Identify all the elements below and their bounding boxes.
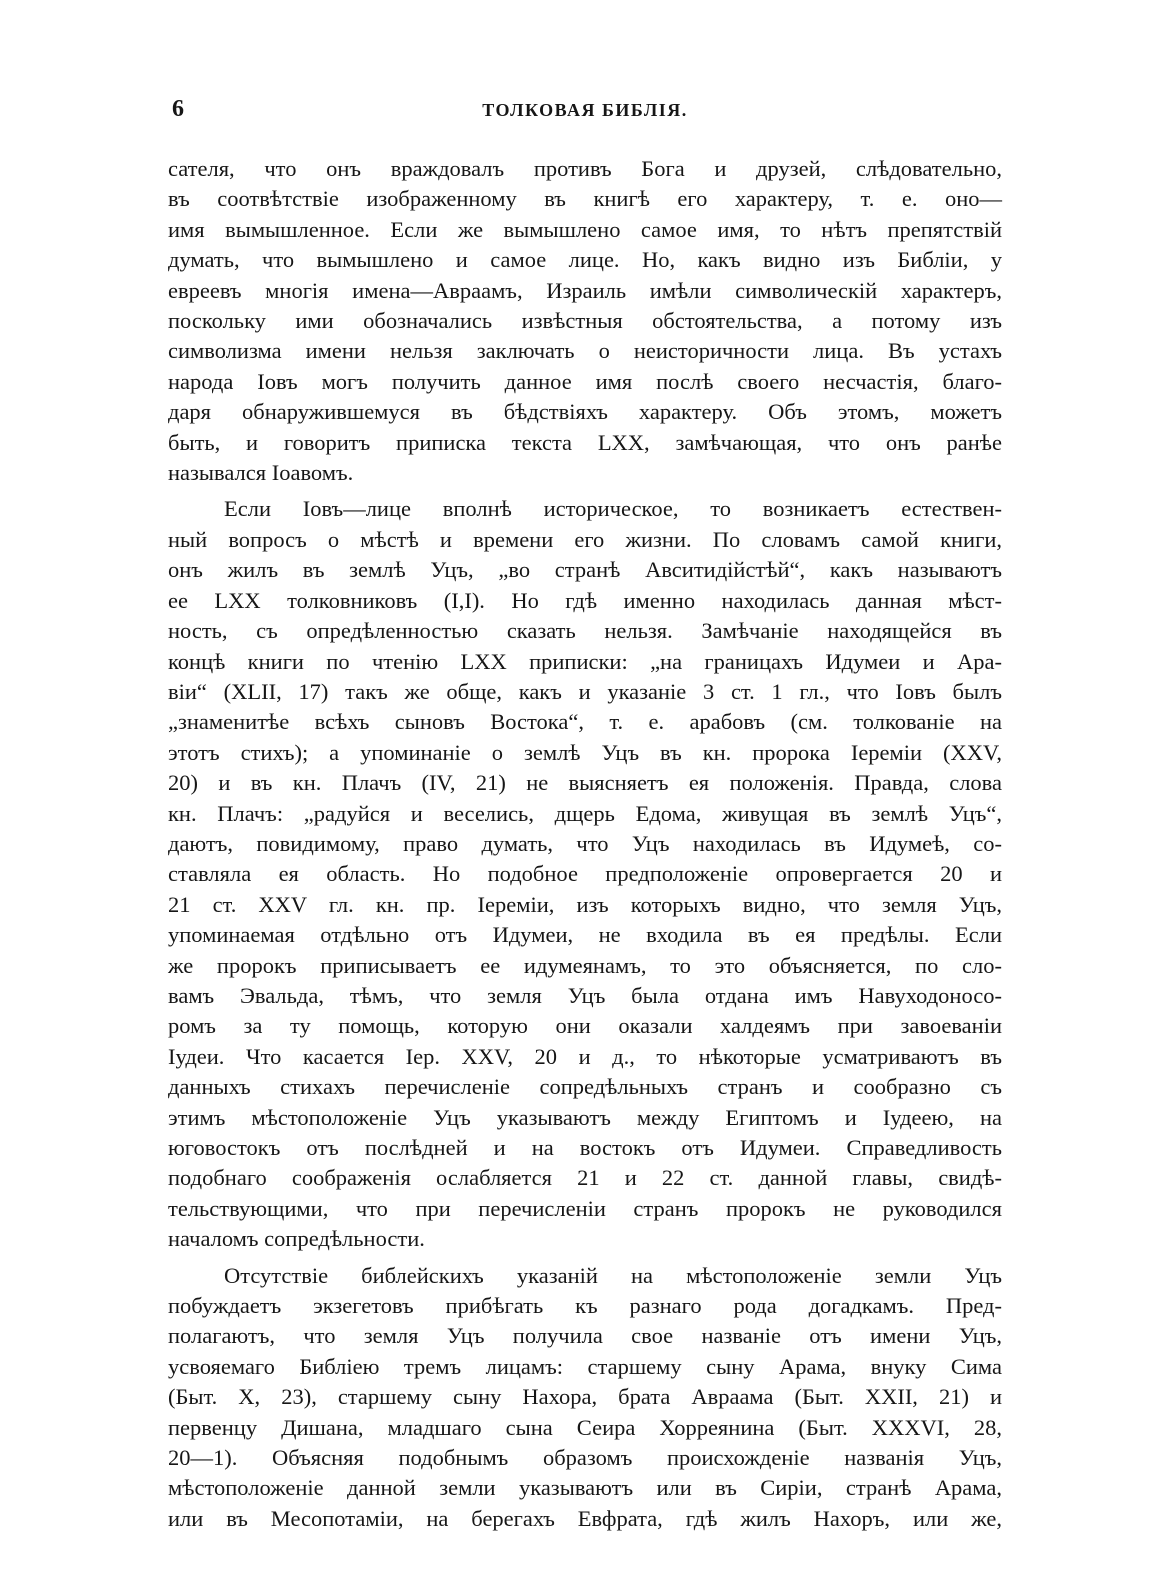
text-line: мѣстоположеніе данной земли указываютъ или въ Сиріи, странѣ Арама, <box>168 1475 1002 1501</box>
text-line: поскольку ими обозначались извѣстныя обстоятельства, а потому изъ <box>168 308 1002 334</box>
paragraph-3 <box>168 1261 1002 1535</box>
text-line: ный вопросъ о мѣстѣ и времени его жизни. По словамъ самой книги, <box>168 526 1002 552</box>
text-line: этимъ мѣстоположеніе Уцъ указываютъ между Египтомъ и Іудеею, на <box>168 1104 1002 1130</box>
text-line: тельствующими, что при перечисленіи странъ пророкъ не руководился <box>168 1195 1002 1221</box>
text-line: ромъ за ту помощь, которую они оказали халдеямъ при завоеваніи <box>168 1013 1002 1039</box>
text-line: 20—1). Объясняя подобнымъ образомъ происхожденіе названія Уцъ, <box>168 1445 1002 1471</box>
text-line: имя вымышленное. Если же вымышлено самое имя, то нѣтъ препятствій <box>168 216 1002 242</box>
text-line: народа Іовъ могъ получить данное имя послѣ своего несчастія, благо- <box>168 368 1002 394</box>
text-line: концѣ книги по чтенію LXX приписки: „на границахъ Идумеи и Ара- <box>168 648 1002 674</box>
text-line: 21 ст. XXV гл. кн. пр. Іереміи, изъ которыхъ видно, что земля Уцъ, <box>168 891 1002 917</box>
text-line: (Быт. X, 23), старшему сыну Нахора, брата Авраама (Быт. XXII, 21) и <box>168 1384 1002 1410</box>
text-line: віи“ (XLII, 17) такъ же обще, какъ и указаніе 3 ст. 1 гл., что Іовъ былъ <box>168 678 1002 704</box>
text-line: быть, и говоритъ приписка текста LXX, замѣчающая, что онъ ранѣе <box>168 429 1002 455</box>
text-line: въ соотвѣтствіе изображенному въ книгѣ его характеру, т. е. оно— <box>168 186 1002 212</box>
text-line: ность, съ опредѣленностью сказать нельзя. Замѣчаніе находящейся въ <box>168 618 1002 644</box>
text-line: ставляла ея область. Но подобное предположеніе опровергается 20 и <box>168 861 1002 887</box>
page-body <box>168 154 1002 1540</box>
paragraph-1 <box>168 154 1002 488</box>
text-line: кн. Плачъ: „радуйся и веселись, дщерь Едома, живущая въ землѣ Уцъ“, <box>168 800 1002 826</box>
page-number: 6 <box>172 96 184 122</box>
text-line: данныхъ стихахъ перечисленіе сопредѣльныхъ странъ и сообразно съ <box>168 1074 1002 1100</box>
text-line: Если Іовъ—лице вполнѣ историческое, то возникаетъ естествен- <box>224 496 1002 522</box>
text-line: думать, что вымышлено и самое лице. Но, какъ видно изъ Библіи, у <box>168 247 1002 273</box>
text-line: даютъ, повидимому, право думать, что Уцъ находилась въ Идумеѣ, со- <box>168 830 1002 856</box>
text-line: 20) и въ кн. Плачъ (IV, 21) не выясняетъ ея положенія. Правда, слова <box>168 770 1002 796</box>
text-line: евреевъ многія имена—Авраамъ, Израиль имѣли символическій характеръ, <box>168 277 1002 303</box>
text-line: назывался Іоавомъ. <box>168 460 354 486</box>
text-line: „знаменитѣе всѣхъ сыновъ Востока“, т. е. арабовъ (см. толкованіе на <box>168 709 1002 735</box>
text-line: подобнаго соображенія ослабляется 21 и 22 ст. данной главы, свидѣ- <box>168 1165 1002 1191</box>
text-line: вамъ Эвальда, тѣмъ, что земля Уцъ была отдана имъ Навуходоносо- <box>168 982 1002 1008</box>
text-line: символизма имени нельзя заключать о неисторичности лица. Въ устахъ <box>168 338 1002 364</box>
text-line: упоминаемая отдѣльно отъ Идумеи, не входила въ ея предѣлы. Если <box>168 922 1002 948</box>
text-line: юговостокъ отъ послѣдней и на востокъ отъ Идумеи. Справедливость <box>168 1135 1002 1160</box>
text-line: этотъ стихъ); а упоминаніе о землѣ Уцъ въ кн. пророка Іереміи (XXV, <box>168 739 1002 765</box>
text-line: сателя, что онъ враждовалъ противъ Бога и друзей, слѣдовательно, <box>168 156 1002 181</box>
text-line: началомъ сопредѣльности. <box>168 1226 425 1252</box>
text-line: побуждаетъ экзегетовъ прибѣгать къ разнаго рода догадкамъ. Пред- <box>168 1293 1002 1319</box>
text-line: ее LXX толковниковъ (I,I). Но гдѣ именно находилась данная мѣст- <box>168 587 1002 613</box>
text-line: Отсутствіе библейскихъ указаній на мѣстоположеніе земли Уцъ <box>224 1262 1002 1288</box>
text-line: полагаютъ, что земля Уцъ получила свое названіе отъ имени Уцъ, <box>168 1323 1002 1349</box>
text-line: даря обнаружившемуся въ бѣдствіяхъ характеру. Объ этомъ, можетъ <box>168 399 1002 425</box>
text-line: усвояемаго Библіею тремъ лицамъ: старшему сыну Арама, внуку Сима <box>168 1353 1002 1379</box>
text-line: онъ жилъ въ землѣ Уцъ, „во странѣ Авситидійстѣй“, какъ называютъ <box>168 557 1002 583</box>
text-line: же пророкъ приписываетъ ее идумеянамъ, то это объясняется, по сло- <box>168 952 1002 978</box>
text-line: или въ Месопотаміи, на берегахъ Евфрата, гдѣ жилъ Нахоръ, или же, <box>168 1505 1002 1531</box>
text-line: Іудеи. Что касается Іер. XXV, 20 и д., то нѣкоторые усматриваютъ въ <box>168 1043 1002 1069</box>
text-line: первенцу Дишана, младшаго сына Сеира Хорреянина (Быт. XXXVI, 28, <box>168 1414 1002 1440</box>
paragraph-2 <box>168 494 1002 1254</box>
running-title: ТОЛКОВАЯ БИБЛІЯ. <box>482 100 688 120</box>
page-header <box>168 96 1002 136</box>
